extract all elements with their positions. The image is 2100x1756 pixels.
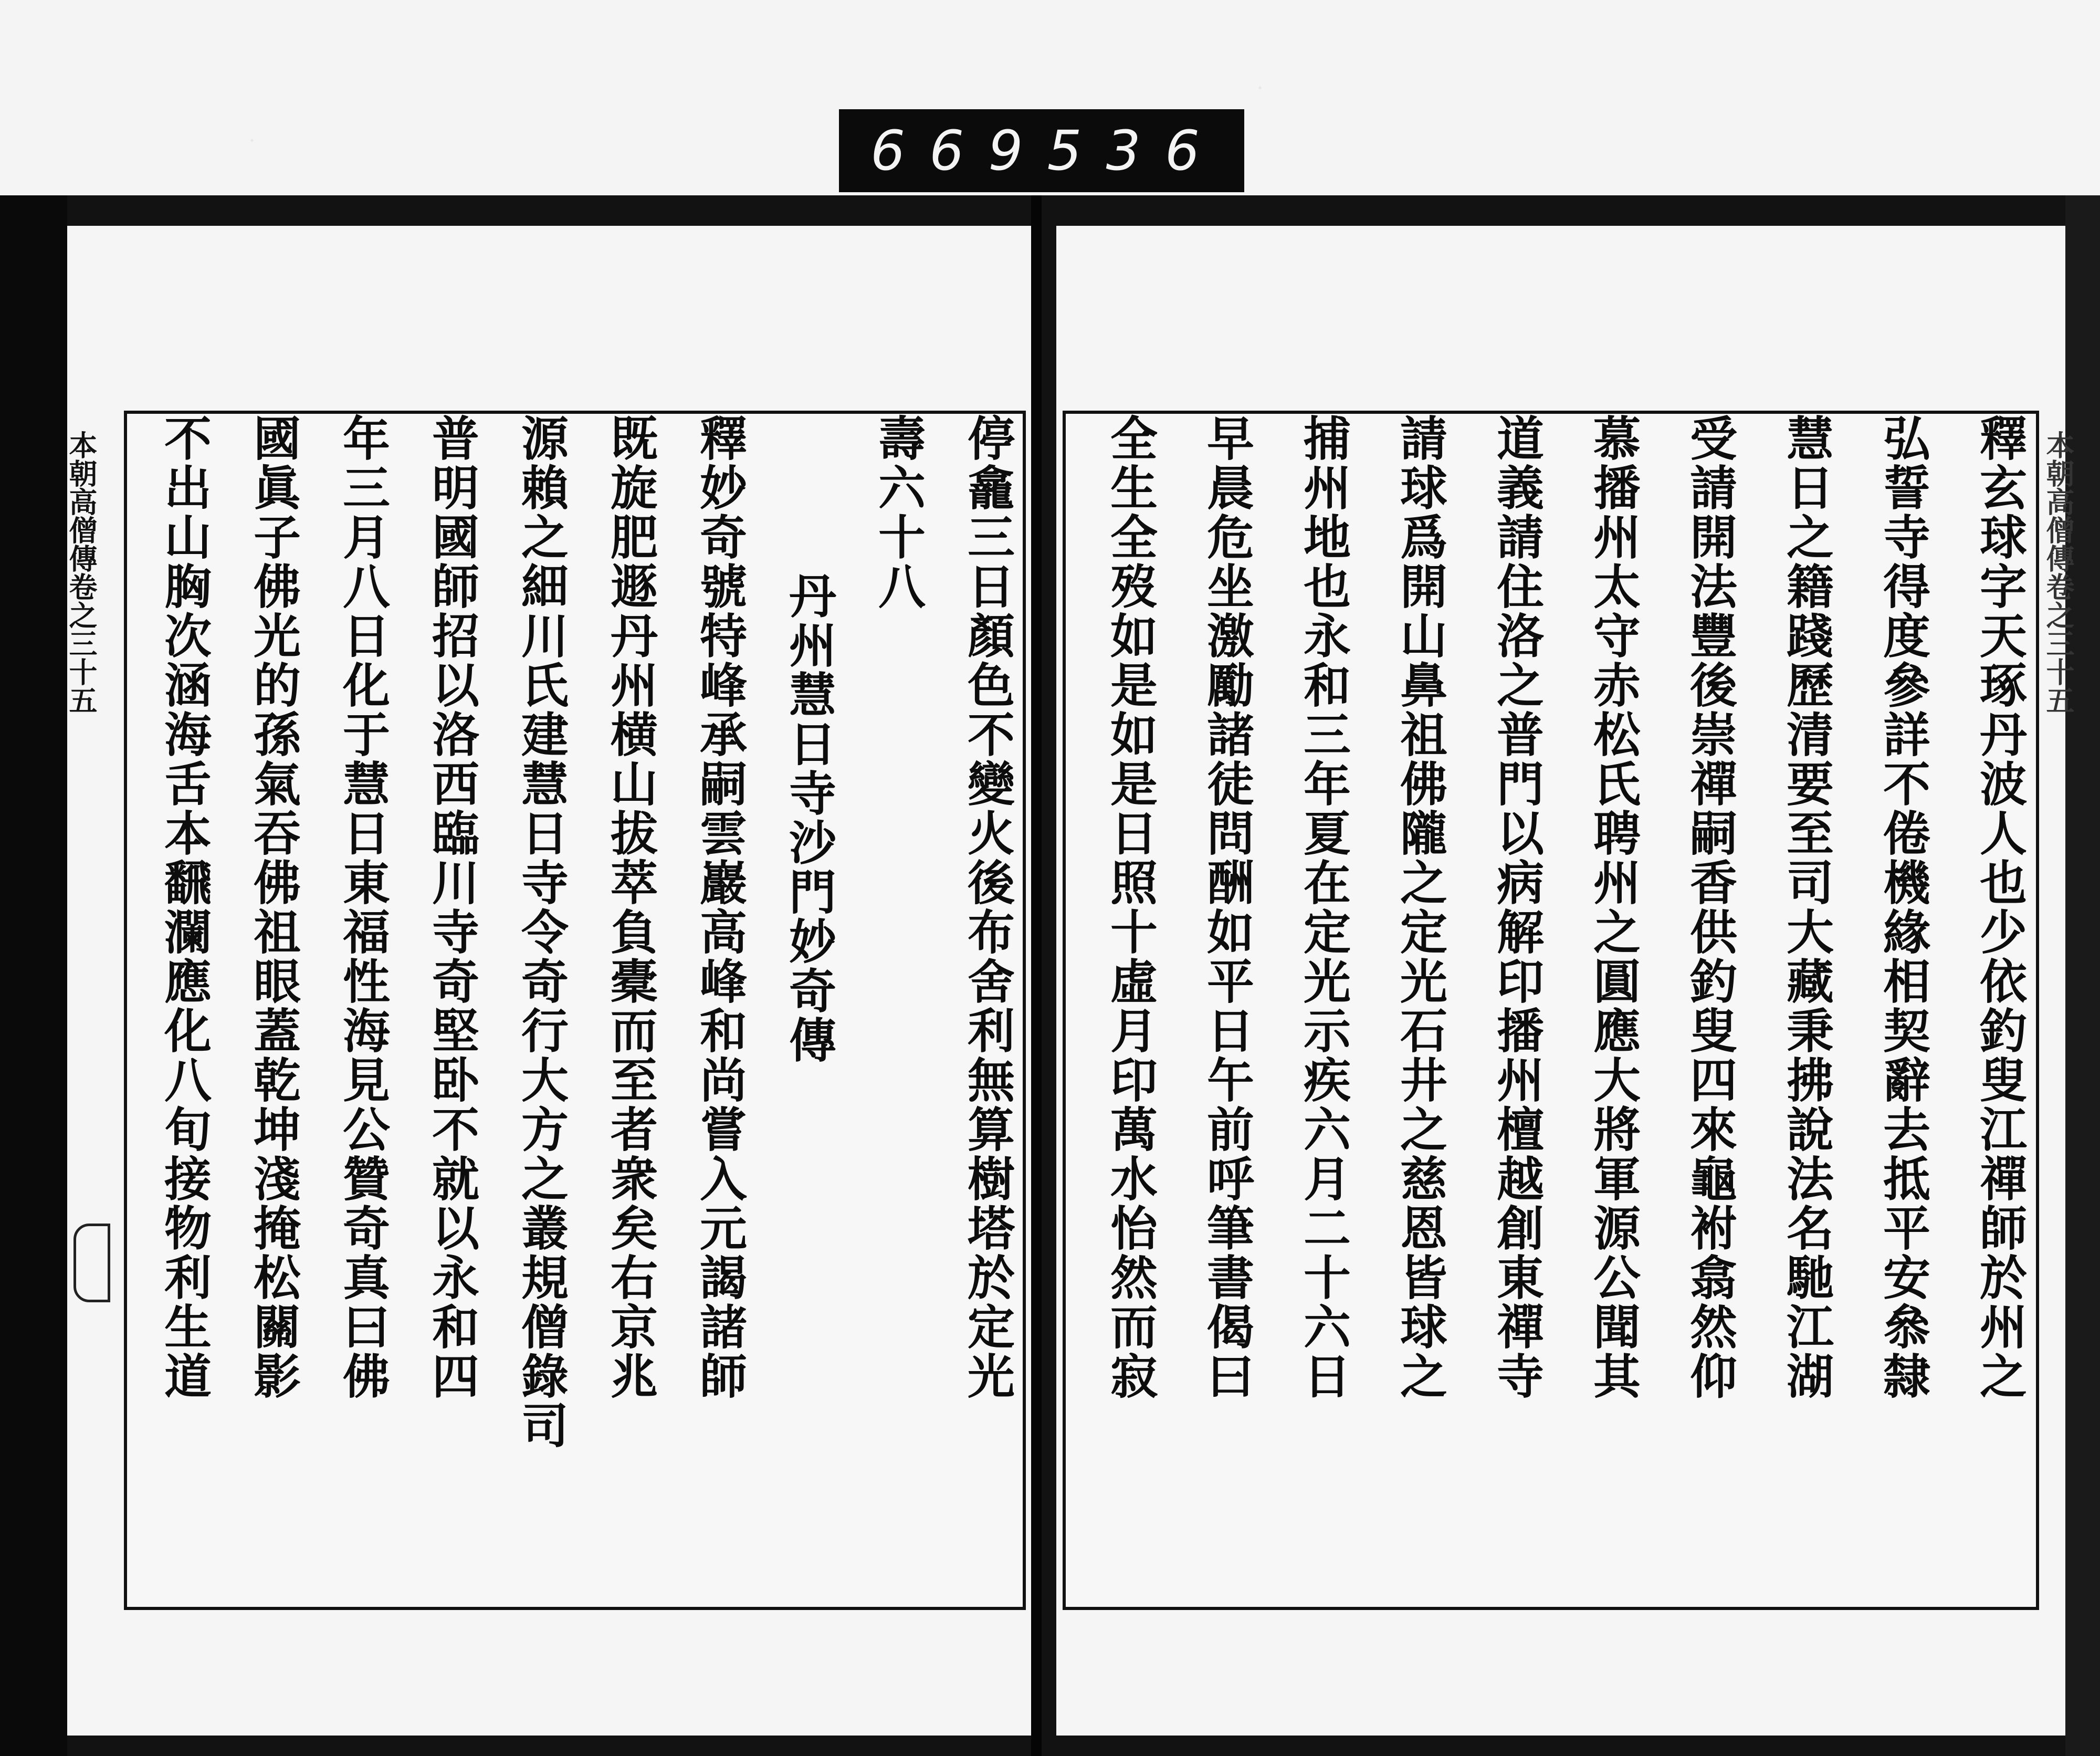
right-col-3: 慧日之籍踐歷清要至司大藏秉拂說法名馳江湖	[1778, 414, 1834, 1401]
fold-marker	[74, 1224, 110, 1302]
catalog-number-left: 669	[870, 119, 1047, 183]
left-col-2: 壽六十八	[870, 414, 926, 611]
right-col-5: 慕播州太守赤松氏聘州之圓應大將軍源公聞其	[1585, 414, 1641, 1401]
right-col-6: 道義請住洛之普門以病解印播州檀越創東禪寺	[1488, 414, 1544, 1401]
right-col-4: 受請開法豐後崇禪嗣香供釣叟四來龜袝翕然仰	[1682, 414, 1737, 1401]
left-col-4: 釋妙奇號特峰承嗣雲巖高峰和尚嘗入元謁諸師	[691, 414, 747, 1401]
left-book-edge	[0, 195, 67, 1756]
left-col-7: 普明國師招以洛西臨川寺奇堅卧不就以永和四	[424, 414, 479, 1401]
catalog-number-right: 536	[1047, 119, 1224, 183]
catalog-number-label	[839, 109, 1244, 192]
book-spine	[1031, 195, 1042, 1756]
right-col-1: 釋玄球字天琢丹波人也少依釣叟江禪師於州之	[1971, 414, 2027, 1401]
right-col-9: 早晨危坐激勵諸徒問酬如平日午前呼筆書偈曰	[1199, 414, 1254, 1401]
biography-title: 丹州慧日寺沙門妙奇傳	[781, 571, 836, 1065]
left-col-1: 停龕三日顏色不變火後布舍利無算樹塔於定光	[959, 414, 1015, 1401]
left-text-frame	[124, 411, 1026, 1610]
left-col-8: 年三月八日化于慧日東福性海見公贊奇真曰佛	[334, 414, 390, 1401]
right-text-frame	[1063, 411, 2039, 1610]
right-col-8: 捕州地也永和三年夏在定光示疾六月二十六日	[1295, 414, 1351, 1401]
right-col-10: 全生全歿如是如是日照十虛月印萬水怡然而寂	[1102, 414, 1158, 1401]
left-margin-title: 本朝高僧傳卷之三十五	[65, 431, 98, 714]
right-col-2: 弘誓寺得度參詳不倦機緣相契辭去抵平安叅隸	[1875, 414, 1930, 1401]
left-col-5: 既旋肥遯丹州横山拔萃負橐而至者衆矣右京兆	[602, 414, 658, 1401]
left-col-6: 源賴之細川氏建慧日寺令奇行大方之叢規僧錄司	[513, 414, 569, 1450]
right-col-7: 請球爲開山鼻祖佛隴之定光石井之慈恩皆球之	[1392, 414, 1447, 1401]
left-col-10: 不出山胸次涵海舌本飜瀾應化八旬接物利生道	[156, 414, 212, 1401]
left-col-9: 國眞子佛光的孫氣吞佛祖眼蓋乾坤淺掩松關影	[245, 414, 301, 1401]
right-margin-title: 本朝高僧傳卷之三十五	[2042, 431, 2075, 714]
